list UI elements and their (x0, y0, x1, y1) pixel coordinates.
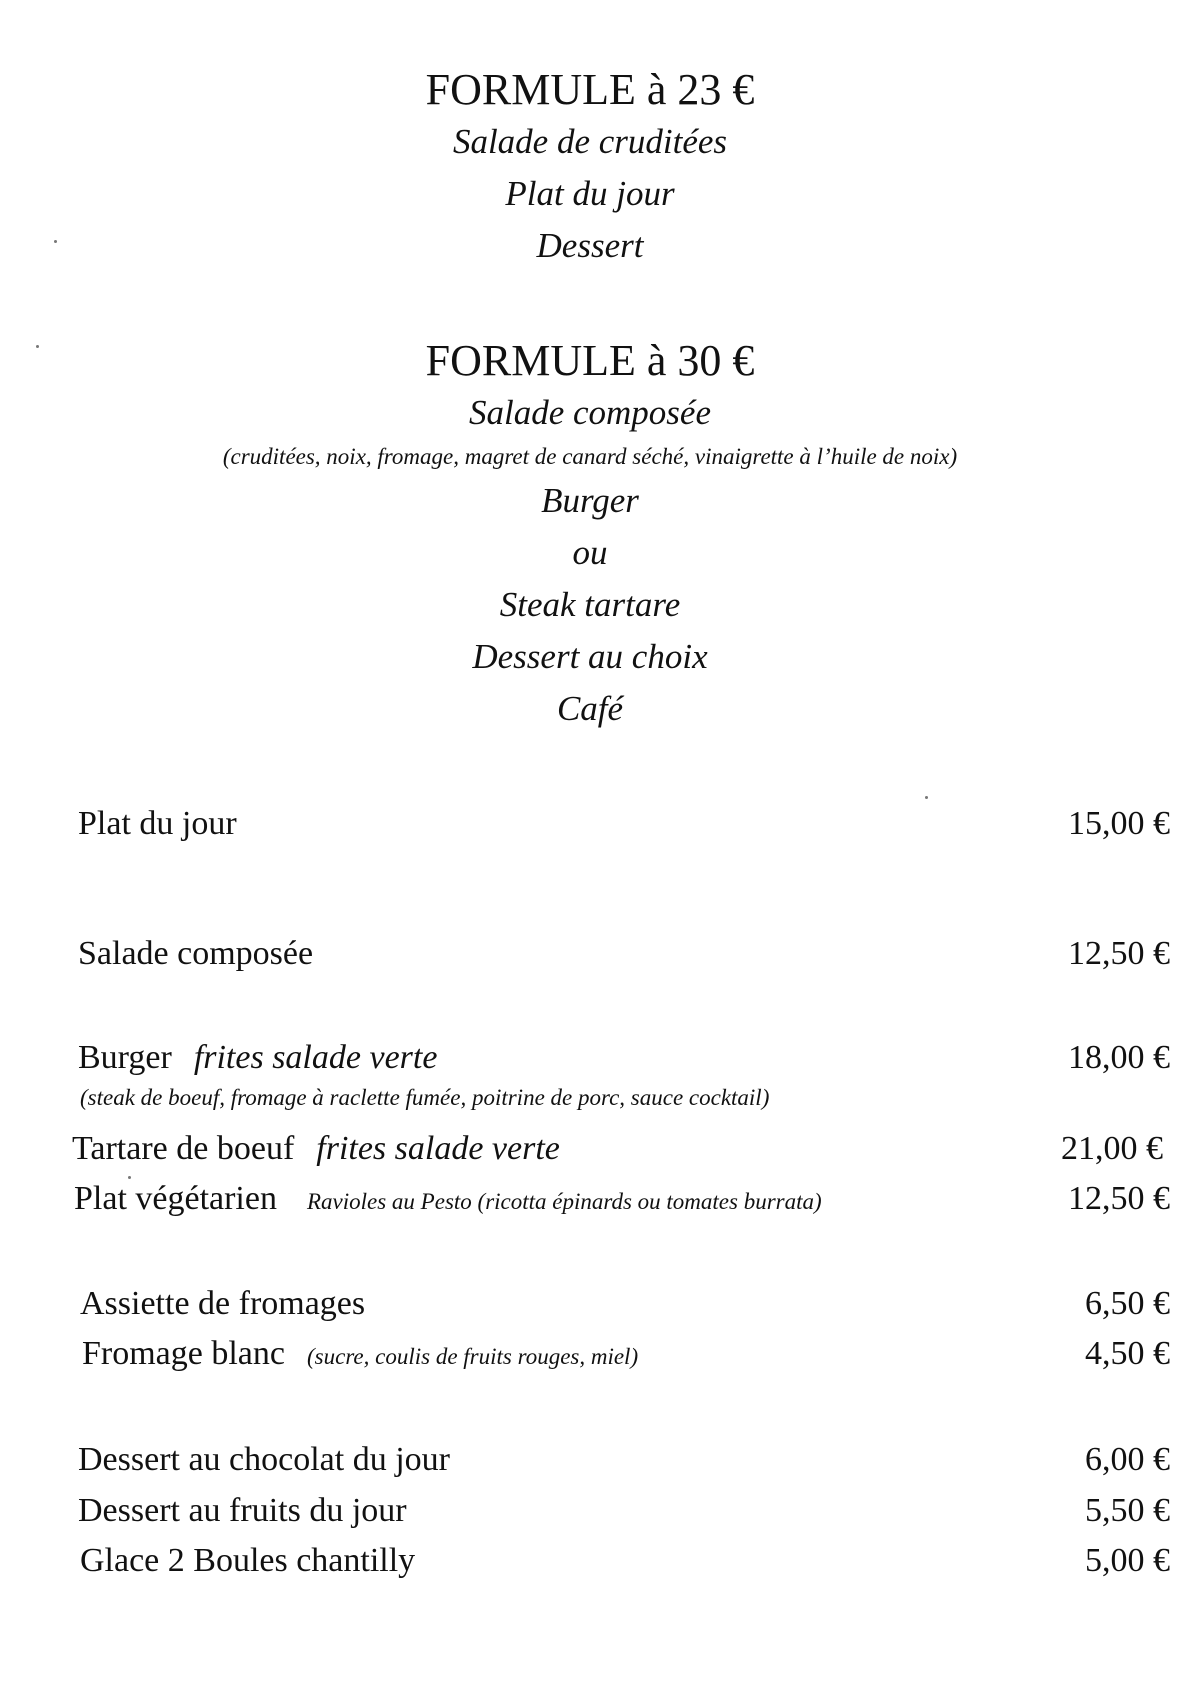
formula-item: Salade de cruditées (452, 122, 728, 161)
menu-row-fromage-blanc (0, 1330, 1200, 1378)
menu-row-burger (0, 1034, 1200, 1082)
menu-row-plat-du-jour (0, 800, 1200, 848)
item-price: 12,50 € (1068, 1180, 1170, 1217)
menu-row-glace (0, 1537, 1200, 1585)
formula-item: ou (572, 533, 608, 572)
item-extra: (sucre, coulis de fruits rouges, miel) (307, 1344, 639, 1369)
formula-title: FORMULE à 30 € (425, 336, 755, 385)
menu-row-dessert-fruits (0, 1487, 1200, 1535)
item-price: 6,00 € (1085, 1441, 1170, 1478)
scan-speck (128, 1176, 131, 1179)
item-name: Salade composée (78, 935, 314, 972)
item-extra: frites salade verte (316, 1130, 560, 1167)
item-price: 15,00 € (1068, 805, 1170, 842)
item-name: Fromage blanc (82, 1335, 285, 1372)
menu-row-tartare (0, 1125, 1200, 1173)
formula-item: Plat du jour (505, 174, 675, 213)
item-name-wrap (78, 1034, 437, 1082)
item-name: Burger (78, 1039, 172, 1076)
item-name-wrap (74, 1175, 822, 1226)
formula-item: Dessert (536, 226, 644, 265)
item-extra: frites salade verte (193, 1039, 438, 1076)
menu-row-dessert-chocolat (0, 1436, 1200, 1484)
item-price: 18,00 € (1068, 1039, 1170, 1076)
item-price: 5,50 € (1085, 1492, 1170, 1529)
formula-item: Café (556, 689, 624, 728)
item-note: (steak de boeuf, fromage à raclette fumée, poitrine de porc, sauce cocktail) (80, 1085, 770, 1110)
item-price: 5,00 € (1085, 1542, 1170, 1579)
item-extra: Ravioles au Pesto (ricotta épinards ou tomates burrata) (306, 1189, 822, 1214)
item-name: Plat végétarien (74, 1180, 277, 1217)
item-name-wrap (82, 1330, 638, 1381)
item-name: Glace 2 Boules chantilly (80, 1542, 416, 1579)
item-price: 4,50 € (1085, 1335, 1170, 1372)
menu-row-salade-composee (0, 930, 1200, 978)
scan-speck (925, 796, 928, 799)
formula-note: (cruditées, noix, fromage, magret de canard séché, vinaigrette à l’huile de noix) (222, 444, 958, 469)
formula-30 (0, 335, 1180, 735)
formula-item: Salade composée (468, 393, 711, 432)
formula-item: Dessert au choix (472, 637, 708, 676)
item-price: 6,50 € (1085, 1285, 1170, 1322)
formula-item: Burger (541, 481, 639, 520)
scan-speck (36, 345, 39, 348)
item-price: 12,50 € (1068, 935, 1170, 972)
formula-item: Steak tartare (499, 585, 681, 624)
scan-speck (54, 240, 57, 243)
item-name-wrap (72, 1125, 560, 1173)
item-name: Dessert au chocolat du jour (78, 1441, 450, 1478)
item-name: Dessert au fruits du jour (78, 1492, 407, 1529)
item-name: Assiette de fromages (80, 1285, 366, 1322)
item-price: 21,00 € (1061, 1130, 1163, 1167)
menu-row-assiette-fromages (0, 1280, 1200, 1328)
item-name: Tartare de boeuf (72, 1130, 295, 1167)
item-name: Plat du jour (78, 805, 237, 842)
formula-title: FORMULE à 23 € (425, 65, 755, 114)
formula-23 (0, 64, 1180, 272)
menu-row-vegetarien (0, 1175, 1200, 1223)
